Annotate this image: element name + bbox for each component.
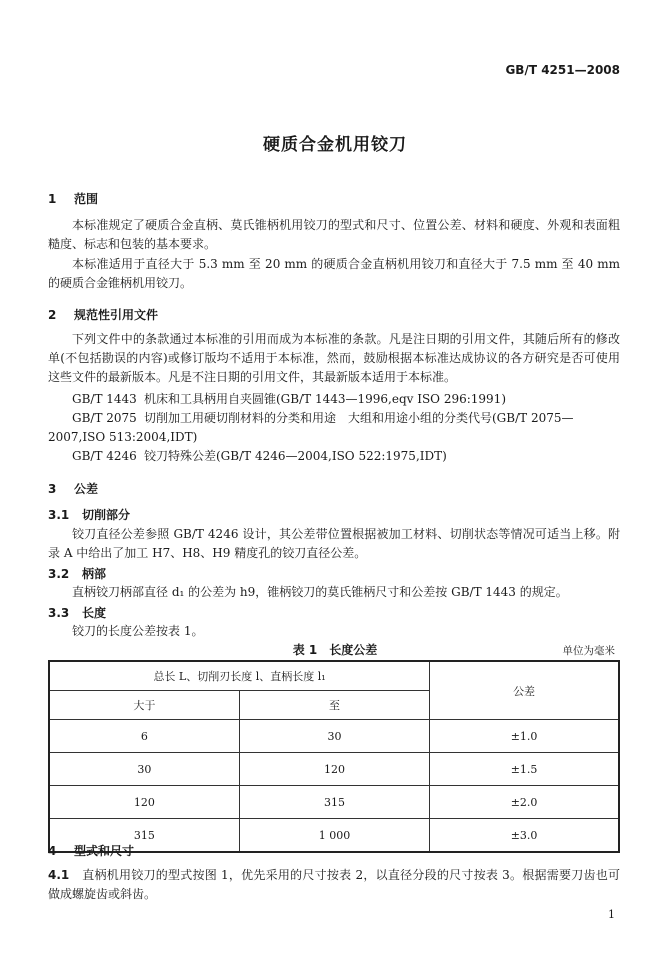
table-caption: 表 1 长度公差: [292, 643, 378, 657]
reference-text: 切削加工用硬切削材料的分类和用途 大组和用途小组的分类代号(GB/T 2075—: [144, 411, 574, 425]
table-cell-tolerance: ±3.0: [430, 819, 619, 853]
reference-continuation: 2007,ISO 513:2004,IDT): [48, 430, 198, 444]
subsection-3-1-heading: [48, 506, 130, 523]
subsection-number: 4.1: [48, 868, 70, 882]
table-cell-from: 6: [49, 720, 239, 753]
section-title: 范围: [74, 192, 99, 206]
subsection-number: 3.1: [48, 508, 70, 522]
table-row: [49, 819, 619, 853]
reference-code: GB/T 2075: [72, 411, 137, 425]
page-number: 1: [608, 908, 615, 921]
reference-text: 机床和工具柄用自夹圆锥(GB/T 1443—1996,eqv ISO 296:1991): [144, 392, 506, 406]
table-group-header: 总长 L、切削刃长度 l、直柄长度 l₁: [49, 661, 430, 691]
reference-item: [72, 390, 506, 409]
section-number: 4: [48, 844, 57, 858]
table-header-from: 大于: [49, 691, 239, 720]
table-cell-to: 120: [239, 753, 429, 786]
table-cell-from: 120: [49, 786, 239, 819]
reference-item: [72, 409, 574, 428]
section-3-heading: [48, 480, 98, 497]
length-tolerance-table: [48, 660, 620, 853]
subsection-3-1-paragraph: 铰刀直径公差参照 GB/T 4246 设计，其公差带位置根据被加工材料、切削状态等情况可适当上移。附录 A 中给出了加工 H7、H8、H9 精度孔的铰刀直径公差。: [48, 527, 620, 560]
subsection-title: 柄部: [82, 567, 107, 581]
subsection-title: 长度: [82, 606, 107, 620]
subsection-text: 直柄机用铰刀的型式按图 1，优先采用的尺寸按表 2，以直径分段的尺寸按表 3。根据需要刀齿也可做成螺旋齿或斜齿。: [48, 868, 620, 901]
table-unit-note: 单位为毫米: [562, 645, 615, 657]
section-number: 2: [48, 308, 57, 322]
section-title: 型式和尺寸: [74, 844, 135, 858]
subsection-number: 3.2: [48, 567, 70, 581]
subsection-3-3-paragraph: 铰刀的长度公差按表 1。: [72, 624, 204, 638]
reference-code: GB/T 1443: [72, 392, 137, 406]
section-1-paragraph-2: 本标准适用于直径大于 5.3 mm 至 20 mm 的硬质合金直柄机用铰刀和直径大于 7.5 mm 至 40 mm 的硬质合金锥柄机用铰刀。: [48, 257, 620, 290]
section-title: 公差: [74, 482, 99, 496]
table-cell-tolerance: ±2.0: [430, 786, 619, 819]
table-row: [49, 753, 619, 786]
table-header-tolerance: 公差: [430, 661, 619, 720]
subsection-number: 3.3: [48, 606, 70, 620]
table-row: [49, 720, 619, 753]
subsection-3-2-paragraph: 直柄铰刀柄部直径 d₁ 的公差为 h9，锥柄铰刀的莫氏锥柄尺寸和公差按 GB/T 1443 的规定。: [72, 585, 568, 599]
section-2-paragraph-1: 下列文件中的条款通过本标准的引用而成为本标准的条款。凡是注日期的引用文件，其随后所有的修改单(不包括勘误的内容)或修订版均不适用于本标准，然而，鼓励根据本标准达成协议的各方研究是否可使用这些文件的最新版本。凡是不注日期的引用文件，其最新版本适用于本标准。: [48, 332, 620, 384]
section-4-heading: [48, 842, 134, 859]
table-cell-tolerance: ±1.5: [430, 753, 619, 786]
section-1-heading: [48, 190, 98, 207]
subsection-title: 切削部分: [82, 508, 131, 522]
section-number: 1: [48, 192, 57, 206]
table-cell-to: 315: [239, 786, 429, 819]
reference-item: [72, 447, 447, 466]
section-1-paragraph-1: 本标准规定了硬质合金直柄、莫氏锥柄机用铰刀的型式和尺寸、位置公差、材料和硬度、外观和表面粗糙度、标志和包装的基本要求。: [48, 218, 620, 251]
table-cell-tolerance: ±1.0: [430, 720, 619, 753]
subsection-4-1-paragraph: [48, 866, 620, 904]
section-title: 规范性引用文件: [74, 308, 159, 322]
subsection-3-2-heading: [48, 565, 106, 582]
table-cell-to: 30: [239, 720, 429, 753]
section-number: 3: [48, 482, 57, 496]
table-row: [49, 786, 619, 819]
subsection-3-3-heading: [48, 604, 106, 621]
standard-number: GB/T 4251—2008: [505, 63, 620, 77]
table-cell-from: 315: [49, 819, 239, 853]
section-2-heading: [48, 306, 158, 323]
table-header-to: 至: [239, 691, 429, 720]
table-cell-to: 1 000: [239, 819, 429, 853]
table-cell-from: 30: [49, 753, 239, 786]
document-title: 硬质合金机用铰刀: [263, 135, 407, 155]
reference-code: GB/T 4246: [72, 449, 137, 463]
reference-text: 铰刀特殊公差(GB/T 4246—2004,ISO 522:1975,IDT): [144, 449, 447, 463]
